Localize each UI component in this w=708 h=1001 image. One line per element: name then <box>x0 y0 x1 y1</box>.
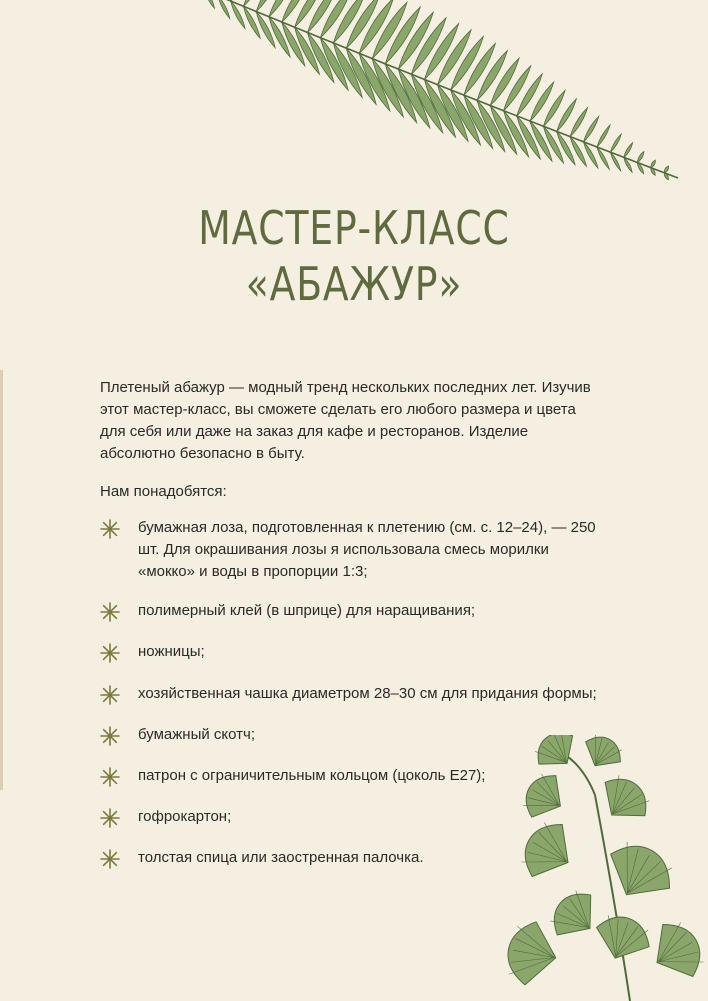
star-bullet-icon <box>100 726 120 746</box>
star-bullet-icon <box>100 767 120 787</box>
star-bullet-icon <box>100 519 120 539</box>
maidenhair-fern-illustration <box>500 735 708 1001</box>
title-line-2: «АБАЖУР» <box>245 257 463 311</box>
page-title <box>64 200 645 312</box>
star-bullet-icon <box>100 602 120 622</box>
intro-paragraph: Плетеный абажур — модный тренд нескольких последних лет. Изучив этот мастер-класс, вы сможете сделать его любого размера и цвета для себя или даже на заказ для кафе и ресторанов. Изделие абсолютно безопасно в быту. <box>100 379 591 462</box>
page-edge-shadow <box>0 370 3 790</box>
list-item-text: бумажный скотч; <box>138 726 255 743</box>
star-bullet-icon <box>100 849 120 869</box>
star-bullet-icon <box>100 685 120 705</box>
list-item-text: патрон с ограничительным кольцом (цоколь Е27); <box>138 767 486 784</box>
star-bullet-icon <box>100 643 120 663</box>
list-item-text: полимерный клей (в шприце) для наращивания; <box>138 602 476 619</box>
title-line-1: МАСТЕР-КЛАСС <box>198 201 510 255</box>
list-item-text: ножницы; <box>138 643 205 660</box>
materials-heading: Нам понадобятся: <box>100 483 227 500</box>
list-item-text: хозяйственная чашка диаметром 28–30 см для придания формы; <box>138 685 597 702</box>
list-item-text: гофрокартон; <box>138 808 232 825</box>
fern-illustration <box>0 0 708 200</box>
list-item-text: толстая спица или заостренная палочка. <box>138 849 424 866</box>
star-bullet-icon <box>100 808 120 828</box>
list-item-text: бумажная лоза, подготовленная к плетению (см. с. 12–24), — 250 шт. Для окрашивания лозы я использовала смесь морилки «мокко» и воды в пропорции 1:3; <box>138 519 596 580</box>
